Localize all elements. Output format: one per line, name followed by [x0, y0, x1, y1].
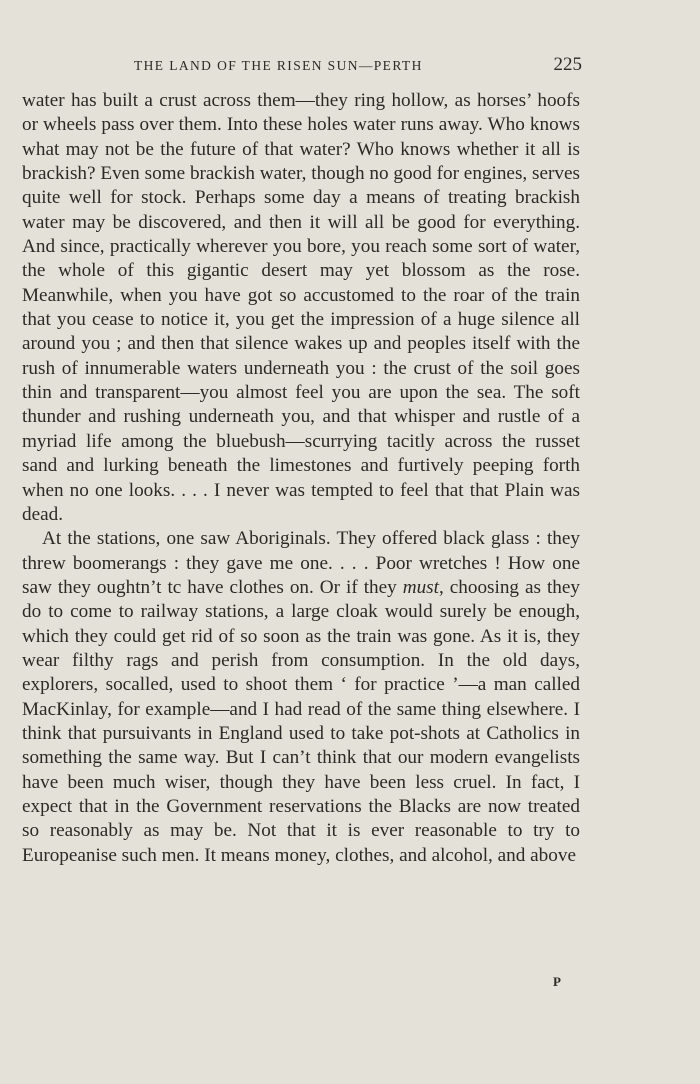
- paragraph-text: , choosing as they do to come to railway stations, a large cloak would surely be enough, which they could get rid of so soon as the train was gone. As it is, they wear filthy rags and perish from consumption. In the old days, explorers, socalled, used to shoot them ‘ for practice ’—a man called MacKinlay, for example—and I had read of the same thing elsewhere. I think that pursuivants in England used to take pot-shots at Catholics in something the same way. But I can’t think that our modern evangelists have been much wiser, though they have been less cruel. In fact, I expect that in the Government reservations the Blacks are now treated so reasonably as may be. Not that it is ever reasonable to try to Europeanise such men. It means money, clothes, and alcohol, and above: [22, 576, 580, 866]
- paragraph: [22, 527, 580, 868]
- paragraph: [22, 89, 580, 527]
- page-number: 225: [553, 54, 582, 75]
- signature-mark: P: [553, 974, 561, 989]
- paragraph-text: water has built a crust across them—they ring hollow, as horses’ hoofs or wheels pass over them. Into these holes water runs away. Who knows what may not be the future of that water? Who knows whether it all is brackish? Even some brackish water, though no good for engines, serves quite well for stock. Perhaps some day a means of treating brackish water may be discovered, and then it will all be good for everything. And since, practically wherever you bore, you reach some sort of water, the whole of this gigantic desert may yet blossom as the rose. Meanwhile, when you have got so accustomed to the roar of the train that you cease to notice it, you get the impression of a huge silence all around you ; and then that silence wakes up and peoples itself with the rush of innumerable waters underneath you : the crust of the soil goes thin and transparent—you almost feel you are upon the sea. The soft thunder and rushing underneath you, and that whisper and rustle of a myriad life among the bluebush—scurrying tacitly across the russet sand and lurking beneath the limestones and furtively peeping forth when no one looks. . . . I never was tempted to feel that that Plain was dead.: [22, 90, 580, 525]
- running-head: [22, 56, 582, 78]
- running-title: THE LAND OF THE RISEN SUN—PERTH: [134, 58, 423, 73]
- emphasized-word: must: [402, 576, 439, 598]
- body-text: [22, 89, 580, 868]
- paragraph-text: At the stations, one saw Aboriginals. They offered black glass : they threw boomerangs : they gave me one. . . . Poor wretches ! How one saw they oughtn’t tc have clothes on. Or if they: [22, 528, 580, 598]
